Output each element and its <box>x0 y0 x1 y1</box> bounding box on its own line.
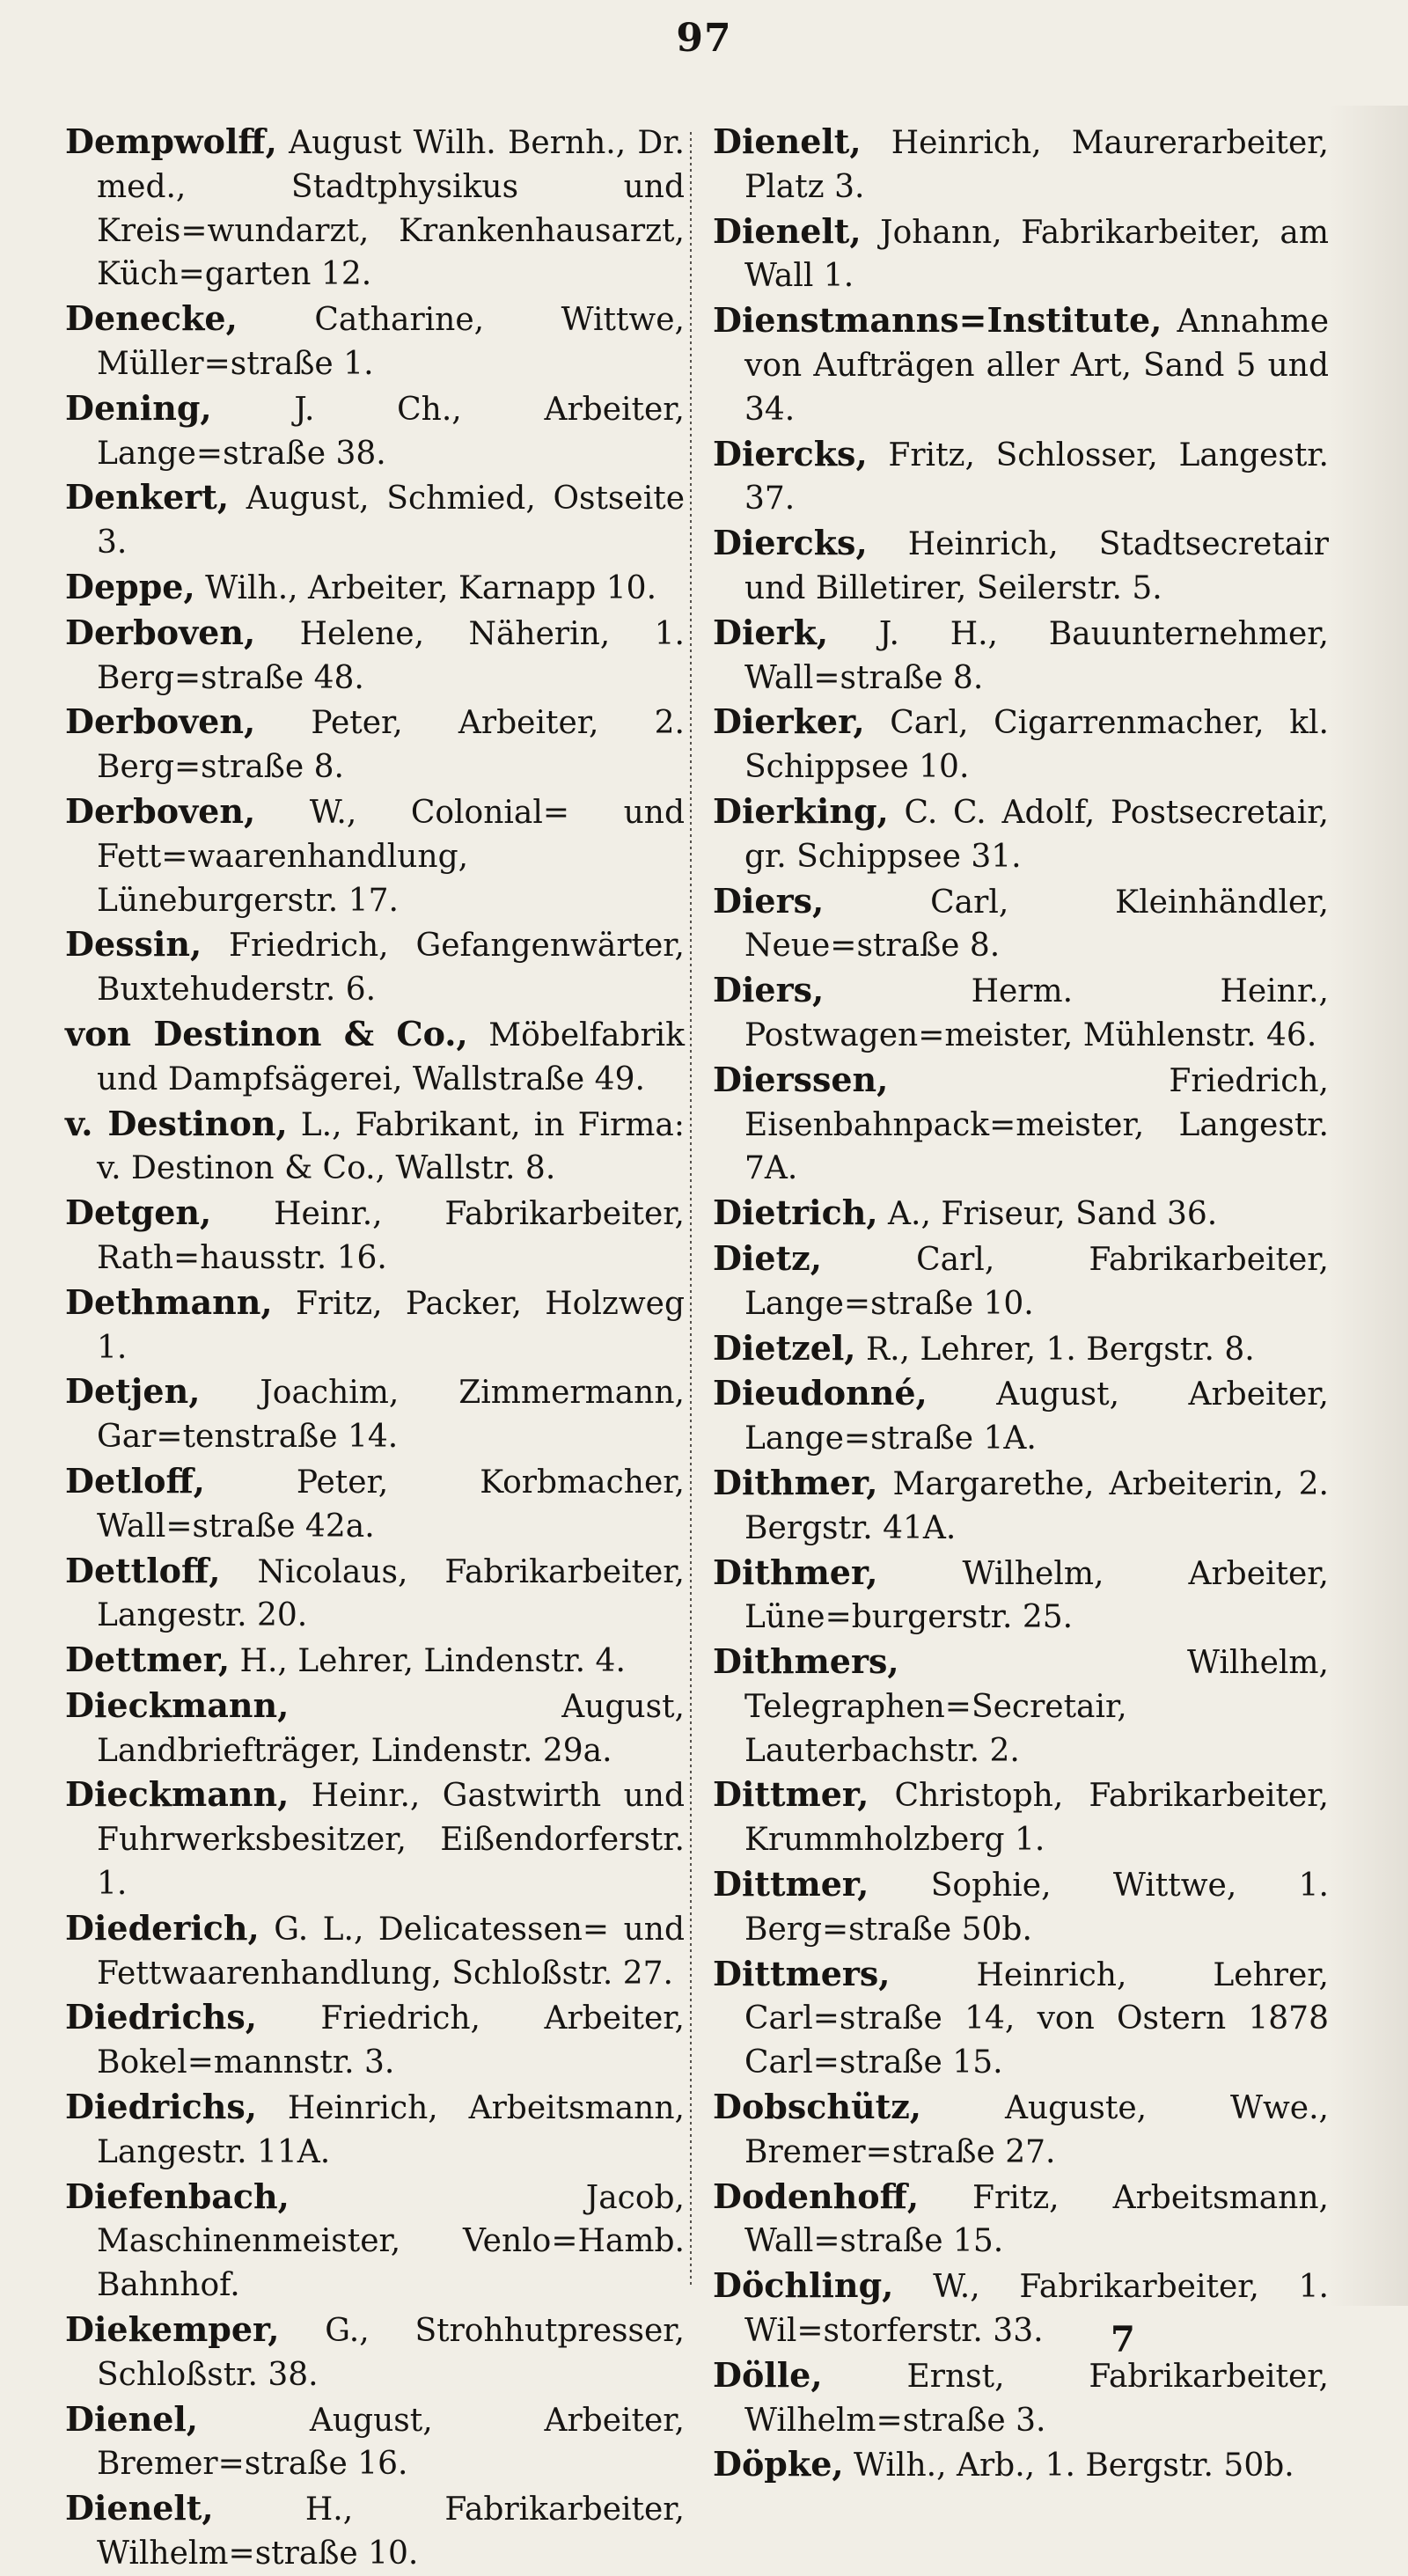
entry-name: Dithmer, <box>713 1462 878 1502</box>
entry-name: von Destinon & Co., <box>65 1013 468 1053</box>
directory-entry <box>713 1191 1329 1237</box>
entry-name: Detgen, <box>65 1193 212 1233</box>
entry-details: J. Ch., Arbeiter, Lange=straße 38. <box>97 391 685 472</box>
entry-details: Möbelfabrik und Dampfsägerei, Wallstraße 49. <box>97 1016 686 1097</box>
entry-name: Detjen, <box>65 1371 201 1412</box>
directory-entry <box>65 1281 685 1370</box>
entry-details: R., Lehrer, 1. Bergstr. 8. <box>855 1331 1255 1368</box>
entry-details: Herm. Heinr., Postwagen=meister, Mühlenstr. 46. <box>744 973 1329 1053</box>
entry-details: Catharine, Wittwe, Müller=straße 1. <box>97 302 685 382</box>
entry-details: Helene, Näherin, 1. Berg=straße 48. <box>97 615 685 696</box>
entry-name: Diefenbach, <box>65 2176 290 2216</box>
entry-details: Heinrich, Lehrer, Carl=straße 14, von Ostern 1878 Carl=straße 15. <box>744 1956 1329 2081</box>
entry-details: G., Strohhutpresser, Schloßstr. 38. <box>97 2313 685 2393</box>
entry-details: H., Lehrer, Lindenstr. 4. <box>230 1643 626 1680</box>
right-column <box>713 120 1329 2488</box>
entry-name: Diedrichs, <box>65 1997 257 2037</box>
entry-details: Christoph, Fabrikarbeiter, Krummholzberg 1. <box>744 1778 1329 1859</box>
entry-name: Dölle, <box>713 2354 823 2395</box>
directory-entry <box>65 1995 685 2085</box>
entry-details: Friedrich, Gefangenwärter, Buxtehuderstr. 6. <box>97 928 685 1009</box>
entry-details: Sophie, Wittwe, 1. Berg=straße 50b. <box>744 1868 1329 1948</box>
entry-name: Dienelt, <box>713 121 862 161</box>
directory-entry <box>713 432 1329 522</box>
directory-entry <box>713 1551 1329 1640</box>
entry-details: Joachim, Zimmermann, Gar=tenstraße 14. <box>97 1375 685 1456</box>
directory-entry <box>65 1549 685 1639</box>
directory-entry <box>65 1191 685 1281</box>
entry-name: Dietz, <box>713 1237 822 1278</box>
entry-details: Annahme von Aufträgen aller Art, Sand 5 und 34. <box>744 304 1329 428</box>
directory-entry <box>65 2085 685 2175</box>
entry-name: Dieckmann, <box>65 1774 290 1815</box>
facing-page-bleed <box>1329 106 1408 2306</box>
entry-details: Ernst, Fabrikarbeiter, Wilhelm=straße 3. <box>744 2358 1329 2439</box>
directory-entry <box>65 1638 685 1684</box>
entry-details: Heinrich, Stadtsecretair und Billetirer, Seilerstr. 5. <box>744 526 1329 606</box>
entry-name: Dithmer, <box>713 1552 878 1592</box>
entry-details: August, Arbeiter, Bremer=straße 16. <box>97 2402 685 2483</box>
entry-name: Diers, <box>713 880 825 921</box>
directory-entry <box>713 209 1329 299</box>
entry-details: Carl, Cigarrenmacher, kl. Schippsee 10. <box>744 705 1329 786</box>
entry-name: Dodenhoff, <box>713 2176 920 2216</box>
printer-signature-mark: 7 <box>1111 2319 1135 2360</box>
entry-name: v. Destinon, <box>65 1103 288 1143</box>
directory-entry <box>713 1058 1329 1191</box>
entry-name: Dierker, <box>713 701 865 742</box>
directory-entry <box>713 2085 1329 2175</box>
directory-entry <box>65 2397 685 2487</box>
directory-entry <box>65 1369 685 1459</box>
directory-entry <box>713 1772 1329 1862</box>
entry-details: A., Friseur, Sand 36. <box>877 1196 1218 1233</box>
entry-name: Diercks, <box>713 523 868 563</box>
directory-entry <box>713 611 1329 701</box>
directory-entry <box>713 1237 1329 1326</box>
directory-entry <box>65 386 685 476</box>
entry-name: Dieudonné, <box>713 1373 928 1413</box>
directory-entry <box>65 789 685 922</box>
entry-details: H., Fabrikarbeiter, Wilhelm=straße 10. <box>97 2492 685 2572</box>
directory-entry <box>65 2175 685 2308</box>
entry-details: Heinrich, Arbeitsmann, Langestr. 11A. <box>97 2090 685 2170</box>
directory-entry <box>713 1952 1329 2085</box>
entry-name: Dittmer, <box>713 1864 869 1904</box>
entry-name: Dienel, <box>65 2398 199 2439</box>
entry-details: C. C. Adolf, Postsecretair, gr. Schippsee 31. <box>744 794 1329 875</box>
entry-details: Wilh., Arb., 1. Bergstr. 50b. <box>843 2448 1294 2484</box>
directory-entry <box>65 475 685 565</box>
entry-name: Dienstmanns=Institute, <box>713 300 1162 341</box>
directory-entry <box>713 2353 1329 2443</box>
directory-entry <box>65 2308 685 2397</box>
entry-name: Döchling, <box>713 2265 894 2306</box>
entry-name: Diercks, <box>713 433 868 473</box>
directory-entry <box>65 700 685 789</box>
entry-details: W., Colonial= und Fett=waarenhandlung, Lüneburgerstr. 17. <box>97 794 685 919</box>
directory-entry <box>65 1102 685 1192</box>
directory-entry <box>65 1772 685 1905</box>
directory-entry <box>713 2175 1329 2264</box>
directory-entry <box>713 1371 1329 1461</box>
entry-details: Fritz, Schlosser, Langestr. 37. <box>744 437 1329 517</box>
entry-details: Nicolaus, Fabrikarbeiter, Langestr. 20. <box>97 1553 685 1634</box>
directory-entry <box>713 789 1329 879</box>
directory-entry <box>65 922 685 1012</box>
directory-entry <box>65 1459 685 1549</box>
entry-details: L., Fabrikant, in Firma: v. Destinon & Co., Wallstr. 8. <box>97 1106 685 1187</box>
directory-entry <box>713 2264 1329 2353</box>
directory-entry <box>65 2486 685 2576</box>
entry-details: Friedrich, Eisenbahnpack=meister, Langestr. 7A. <box>744 1062 1329 1187</box>
entry-name: Dittmer, <box>713 1774 869 1815</box>
entry-details: August, Arbeiter, Lange=straße 1A. <box>744 1376 1329 1457</box>
entry-details: G. L., Delicatessen= und Fettwaarenhandlung, Schloßstr. 27. <box>97 1911 685 1992</box>
entry-details: August, Schmied, Ostseite 3. <box>97 481 685 561</box>
entry-name: Dienelt, <box>713 210 862 251</box>
directory-entry <box>65 297 685 386</box>
directory-entry <box>713 120 1329 209</box>
directory-entry <box>65 1012 685 1102</box>
entry-name: Deppe, <box>65 566 195 606</box>
left-column <box>65 120 685 2576</box>
entry-name: Dessin, <box>65 924 202 965</box>
directory-entry <box>65 1906 685 1996</box>
entry-name: Dierk, <box>713 612 829 652</box>
entry-details: J. H., Bauunternehmer, Wall=straße 8. <box>744 615 1329 696</box>
entry-name: Dittmers, <box>713 1953 891 1993</box>
entry-name: Diederich, <box>65 1907 260 1948</box>
directory-entry <box>713 968 1329 1058</box>
entry-name: Dettloff, <box>65 1550 221 1590</box>
entry-details: Johann, Fabrikarbeiter, am Wall 1. <box>744 214 1329 295</box>
entry-name: Denecke, <box>65 298 238 339</box>
directory-entry <box>713 2442 1329 2488</box>
directory-entry <box>713 879 1329 969</box>
entry-name: Dierking, <box>713 790 889 831</box>
page-number: 97 <box>676 16 732 61</box>
directory-entry <box>65 120 685 297</box>
entry-name: Derboven, <box>65 790 256 831</box>
entry-details: Auguste, Wwe., Bremer=straße 27. <box>744 2090 1329 2170</box>
entry-details: Friedrich, Arbeiter, Bokel=mannstr. 3. <box>97 2000 685 2081</box>
entry-details: Wilhelm, Telegraphen=Secretair, Lauterbachstr. 2. <box>744 1645 1329 1769</box>
entry-details: Wilhelm, Arbeiter, Lüne=burgerstr. 25. <box>744 1555 1329 1636</box>
directory-entry <box>713 1862 1329 1952</box>
directory-entry <box>713 298 1329 431</box>
directory-entry <box>65 611 685 701</box>
directory-entry <box>713 1640 1329 1772</box>
entry-details: Carl, Kleinhändler, Neue=straße 8. <box>744 884 1329 965</box>
entry-name: Derboven, <box>65 612 256 652</box>
entry-details: Peter, Korbmacher, Wall=straße 42a. <box>97 1464 685 1545</box>
entry-name: Diekemper, <box>65 2309 280 2350</box>
entry-details: Carl, Fabrikarbeiter, Lange=straße 10. <box>744 1241 1329 1322</box>
entry-name: Dethmann, <box>65 1281 273 1322</box>
entry-details: August, Landbriefträger, Lindenstr. 29a. <box>97 1688 685 1769</box>
entry-name: Diers, <box>713 970 825 1010</box>
entry-name: Dietzel, <box>713 1327 856 1368</box>
entry-name: Dierssen, <box>713 1059 889 1099</box>
entry-details: Peter, Arbeiter, 2. Berg=straße 8. <box>97 705 685 786</box>
entry-name: Dienelt, <box>65 2488 214 2528</box>
directory-entry <box>713 1326 1329 1372</box>
entry-details: Jacob, Maschinenmeister, Venlo=Hamb. Bahnhof. <box>97 2179 685 2304</box>
entry-details: Heinrich, Maurerarbeiter, Platz 3. <box>744 125 1329 205</box>
entry-details: Heinr., Gastwirth und Fuhrwerksbesitzer, Eißendorferstr. 1. <box>97 1778 685 1903</box>
entry-details: August Wilh. Bernh., Dr. med., Stadtphysikus und Kreis=wundarzt, Krankenhausarzt, Küch=garten 12. <box>97 125 685 293</box>
entry-name: Dobschütz, <box>713 2087 922 2127</box>
entry-name: Denkert, <box>65 477 230 517</box>
directory-entry <box>65 565 685 611</box>
directory-entry <box>713 521 1329 611</box>
entry-name: Derboven, <box>65 701 256 742</box>
entry-details: Margarethe, Arbeiterin, 2. Bergstr. 41A. <box>744 1465 1329 1546</box>
entry-name: Dettmer, <box>65 1640 231 1680</box>
directory-entry <box>713 700 1329 789</box>
entry-details: W., Fabrikarbeiter, 1. Wil=storferstr. 33. <box>744 2269 1329 2350</box>
entry-name: Dietrich, <box>713 1193 878 1233</box>
entry-name: Detloff, <box>65 1460 205 1501</box>
directory-entry <box>713 1461 1329 1551</box>
entry-name: Dieckmann, <box>65 1684 290 1725</box>
entry-details: Wilh., Arbeiter, Karnapp 10. <box>194 569 657 606</box>
entry-details: Fritz, Arbeitsmann, Wall=straße 15. <box>744 2179 1329 2260</box>
directory-entry <box>65 1684 685 1773</box>
entry-name: Dempwolff, <box>65 121 277 161</box>
entry-name: Dening, <box>65 387 212 428</box>
entry-details: Fritz, Packer, Holzweg 1. <box>97 1285 685 1366</box>
entry-name: Dithmers, <box>713 1641 899 1682</box>
entry-name: Döpke, <box>713 2444 844 2484</box>
entry-details: Heinr., Fabrikarbeiter, Rath=hausstr. 16. <box>97 1196 685 1276</box>
column-divider <box>690 132 692 2288</box>
entry-name: Diedrichs, <box>65 2087 257 2127</box>
